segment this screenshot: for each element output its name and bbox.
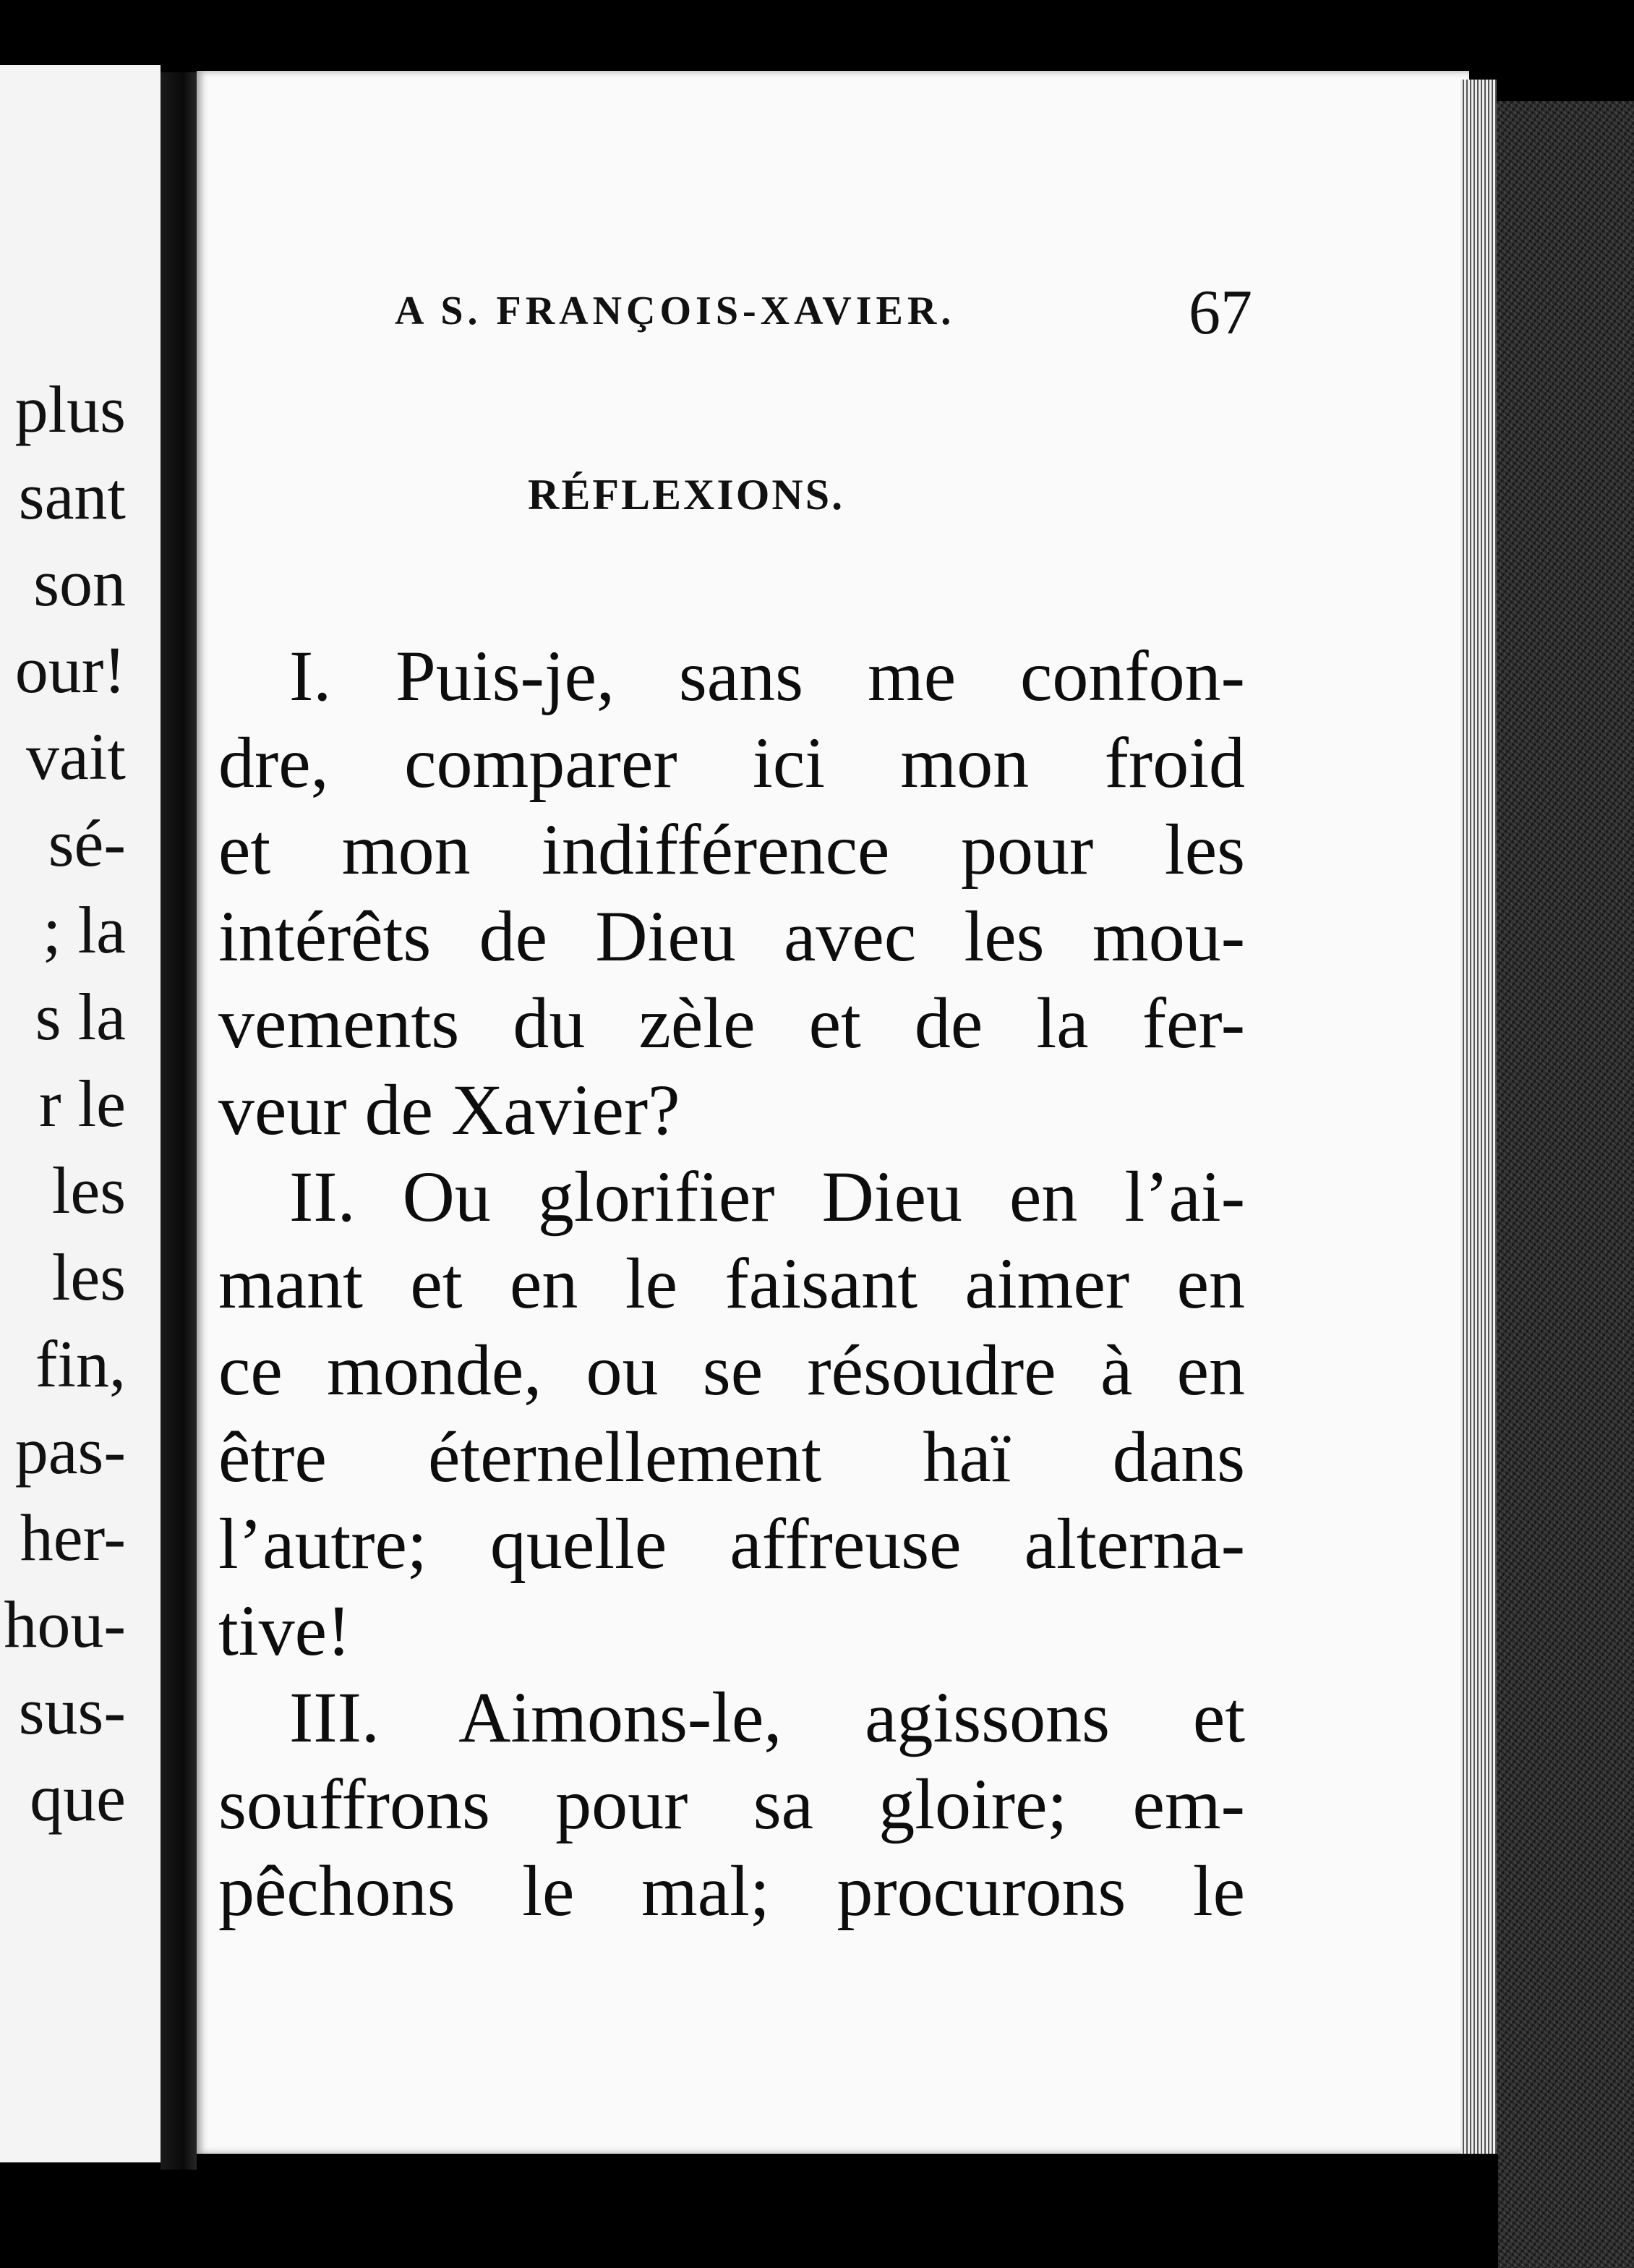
page-gutter <box>161 72 198 2170</box>
previous-page-fragment <box>0 65 161 2162</box>
text-line: dre, comparer ici mon froid <box>218 722 1245 803</box>
left-page-line: sé- <box>48 806 126 880</box>
book-cover-edge <box>1497 101 1634 2268</box>
left-page-line: les <box>51 1154 126 1227</box>
left-page-line: fin, <box>35 1327 126 1401</box>
text-line: vements du zèle et de la fer- <box>218 983 1245 1063</box>
scan-border <box>197 2154 1498 2268</box>
left-page-line: pas- <box>14 1414 126 1488</box>
left-page-line: our! <box>14 633 126 707</box>
left-page-line: ; la <box>43 893 126 967</box>
text-line: II. Ou glorifier Dieu en l’ai- <box>289 1156 1245 1237</box>
left-page-line: plus <box>14 372 126 446</box>
text-line: souffrons pour sa gloire; em- <box>218 1764 1245 1844</box>
left-page-line: que <box>30 1761 126 1835</box>
text-line: I. Puis-je, sans me confon- <box>289 636 1245 716</box>
text-line: III. Aimons-le, agissons et <box>289 1677 1245 1757</box>
left-page-line: les <box>51 1240 126 1314</box>
left-page-line: vait <box>26 720 126 793</box>
left-page-line: hou- <box>4 1587 126 1661</box>
section-heading: RÉFLEXIONS. <box>528 471 845 519</box>
text-line: intérêts de Dieu avec les mou- <box>218 896 1245 976</box>
page-edges <box>1460 80 1497 2170</box>
text-line: tive! <box>218 1590 351 1671</box>
left-page-line: her- <box>20 1501 126 1574</box>
text-line: veur de Xavier? <box>218 1070 680 1150</box>
text-line: ce monde, ou se résoudre à en <box>218 1330 1245 1410</box>
text-line: pêchons le mal; procurons le <box>218 1851 1245 1931</box>
text-line: et mon indifférence pour les <box>218 809 1245 890</box>
left-page-line: r le <box>38 1067 126 1141</box>
left-page-line: son <box>33 546 126 620</box>
text-line: mant et en le faisant aimer en <box>218 1243 1245 1323</box>
text-line: être éternellement haï dans <box>218 1417 1245 1497</box>
text-line: l’autre; quelle affreuse alterna- <box>218 1504 1245 1584</box>
running-head <box>395 276 1252 348</box>
left-page-line: sant <box>18 459 126 533</box>
left-page-line: s la <box>35 980 126 1054</box>
running-head-title: A S. FRANÇOIS-XAVIER. <box>395 289 956 333</box>
left-page-line: sus- <box>18 1674 126 1748</box>
page-number: 67 <box>1189 278 1252 348</box>
